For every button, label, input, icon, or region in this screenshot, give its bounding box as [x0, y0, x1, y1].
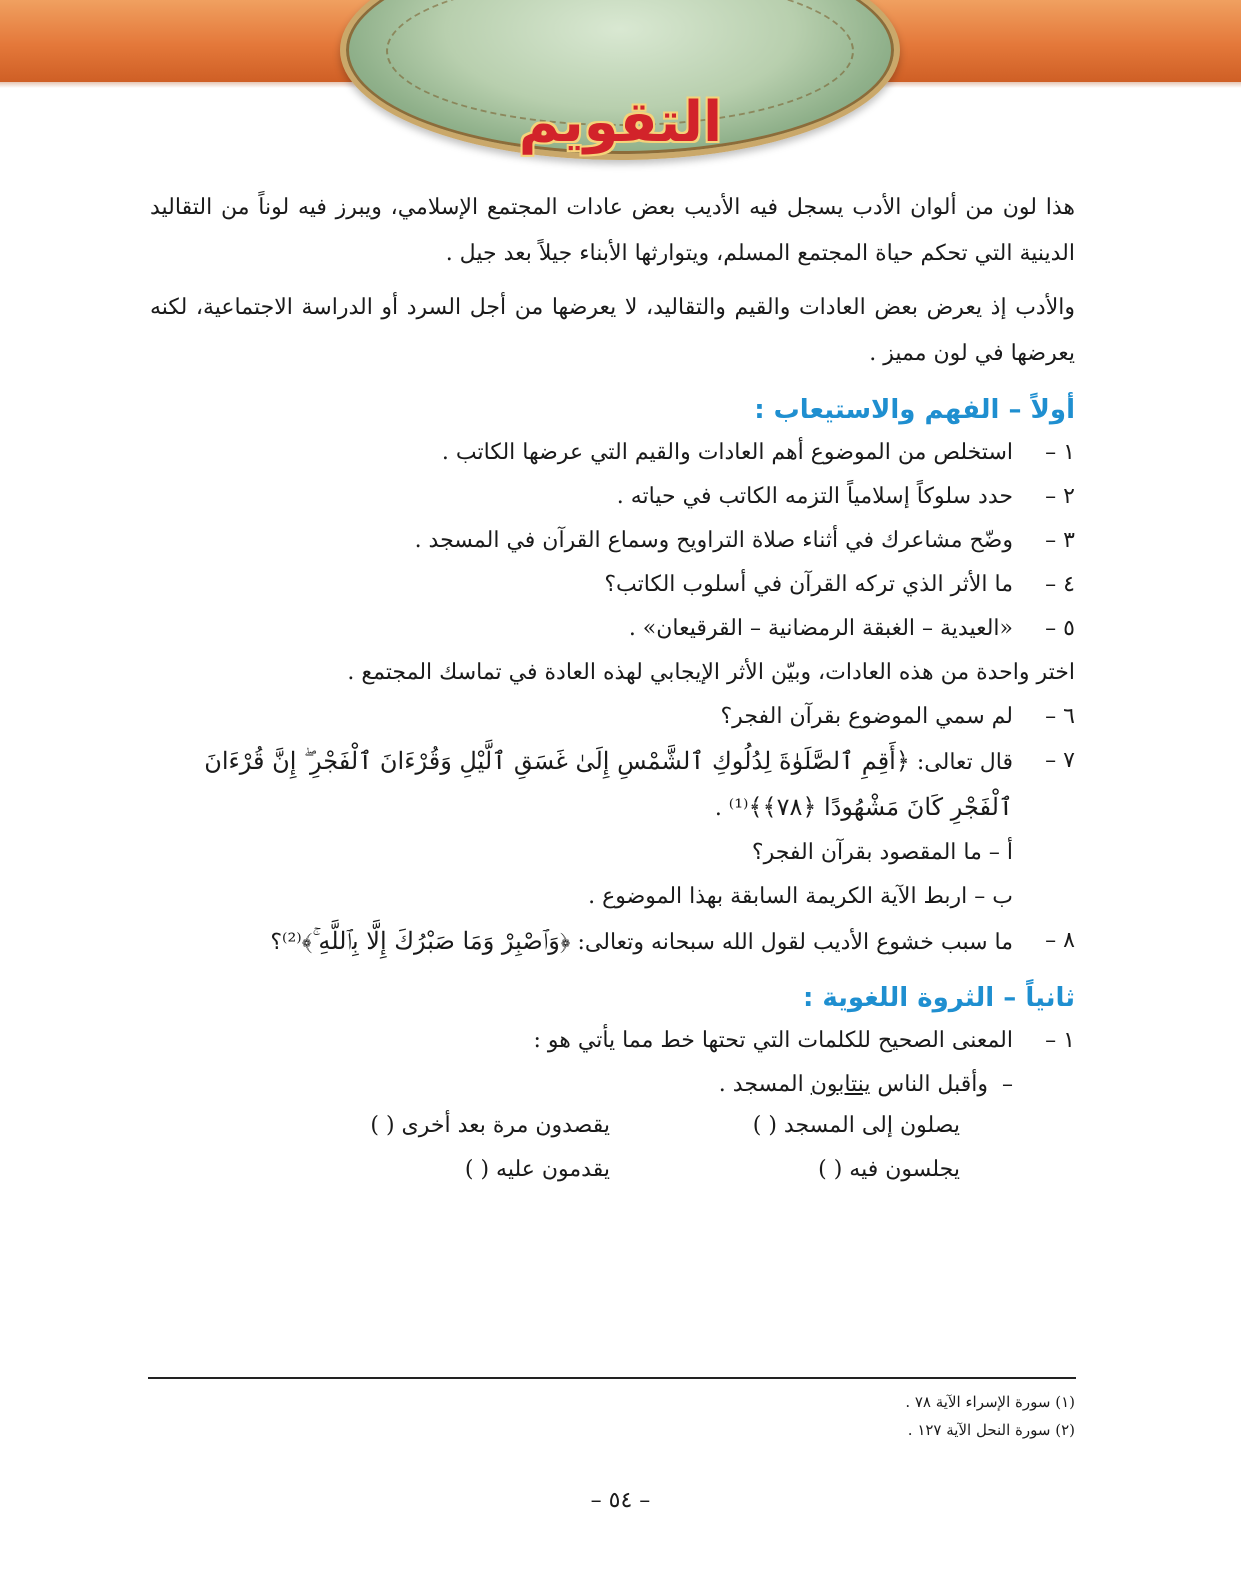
question-text	[150, 919, 1013, 965]
question-text: وضّح مشاعرك في أثناء صلاة التراويح وسماع القرآن في المسجد .	[414, 528, 1013, 553]
question-number: ٤ –	[1045, 572, 1075, 597]
question-item	[150, 475, 1075, 519]
underlined-word: ينتابون	[810, 1072, 871, 1097]
option-a[interactable]: يصلون إلى المسجد ( )	[752, 1113, 960, 1138]
question-lead: ما سبب خشوع الأديب لقول الله سبحانه وتعالى:	[570, 930, 1013, 955]
question-text: حدد سلوكاً إسلامياً التزمه الكاتب في حياته .	[616, 484, 1013, 509]
option-c[interactable]: يجلسون فيه ( )	[818, 1157, 960, 1182]
question-number: ٧ –	[1045, 748, 1075, 773]
main-content	[150, 185, 1075, 1199]
question-number: ١ –	[1045, 1028, 1075, 1053]
sentence-post: المسجد .	[718, 1072, 811, 1097]
footnote-ref: ⁽¹⁾ .	[714, 796, 749, 821]
question-text: «العيدية – الغبقة الرمضانية – القرقيعان» .	[628, 616, 1013, 641]
intro-paragraph-2: والأدب إذ يعرض بعض العادات والقيم والتقاليد، لا يعرضها من أجل السرد أو الدراسة الاجتماعية، لكنه يعرضها في لون مميز .	[150, 295, 1075, 366]
question-number: ٣ –	[1045, 528, 1075, 553]
question-text	[150, 739, 1013, 831]
example-sentence	[150, 1063, 1075, 1107]
question-item	[150, 431, 1075, 475]
quran-verse: ﴿وَٱصْبِرْ وَمَا صَبْرُكَ إِلَّا بِٱللَّهِ ۚ﴾	[301, 927, 571, 955]
question-number: ١ –	[1045, 440, 1075, 465]
question-followup: اختر واحدة من هذه العادات، وبيّن الأثر الإيجابي لهذه العادة في تماسك المجتمع .	[347, 660, 1075, 685]
footnotes	[150, 1388, 1075, 1444]
sub-question-text: ب – اربط الآية الكريمة السابقة بهذا الموضوع .	[588, 884, 1013, 909]
question-item	[150, 695, 1075, 739]
footnote-1: (١) سورة الإسراء الآية ٧٨ .	[905, 1393, 1075, 1411]
question-item	[150, 1019, 1075, 1063]
footnote-divider	[148, 1377, 1076, 1379]
section-heading-comprehension: أولاً – الفهم والاستيعاب :	[754, 395, 1075, 425]
answer-options	[150, 1107, 1075, 1199]
question-item	[150, 607, 1075, 651]
question-lead: قال تعالى:	[909, 750, 1013, 775]
question-number: ٥ –	[1045, 616, 1075, 641]
question-item	[150, 519, 1075, 563]
sub-question-text: أ – ما المقصود بقرآن الفجر؟	[751, 840, 1013, 865]
question-item	[150, 563, 1075, 607]
question-text: استخلص من الموضوع أهم العادات والقيم التي عرضها الكاتب .	[441, 440, 1013, 465]
question-number: ٢ –	[1045, 484, 1075, 509]
footnote-ref: ⁽²⁾؟	[270, 930, 302, 955]
intro-paragraph-1: هذا لون من ألوان الأدب يسجل فيه الأديب بعض عادات المجتمع الإسلامي، ويبرز فيه لوناً من التقاليد الدينية التي تحكم حياة المجتمع المسلم، ويتوارثها الأبناء جيلاً بعد جيل .	[150, 195, 1075, 266]
question-item	[150, 919, 1075, 965]
option-d[interactable]: يقدمون عليه ( )	[464, 1157, 610, 1182]
question-text: المعنى الصحيح للكلمات التي تحتها خط مما يأتي هو :	[533, 1028, 1013, 1053]
sentence-dash: –	[1002, 1072, 1013, 1097]
sentence-pre: وأقبل الناس	[870, 1072, 988, 1097]
section-title-logo: التقويم	[518, 90, 723, 155]
sub-question-item	[150, 875, 1075, 919]
question-number: ٨ –	[1045, 928, 1075, 953]
question-text: ما الأثر الذي تركه القرآن في أسلوب الكاتب؟	[604, 572, 1013, 597]
option-b[interactable]: يقصدون مرة بعد أخرى ( )	[370, 1113, 610, 1138]
question-text: لم سمي الموضوع بقرآن الفجر؟	[720, 704, 1013, 729]
sub-question-item	[150, 831, 1075, 875]
footnote-2: (٢) سورة النحل الآية ١٢٧ .	[907, 1421, 1075, 1439]
question-number: ٦ –	[1045, 704, 1075, 729]
question-item	[150, 739, 1075, 831]
quran-verse: ﴿أَقِمِ ٱلصَّلَوٰةَ لِدُلُوكِ ٱلشَّمْسِ إِلَىٰ غَسَقِ ٱلَّيْلِ وَقُرْءَانَ ٱلْفَجْرِ ۖ إِنَّ قُرْءَانَ ٱلْفَجْرِ كَانَ مَشْهُودًا ﴿٧٨﴾﴾	[204, 747, 1013, 821]
section-heading-vocabulary: ثانياً – الثروة اللغوية :	[802, 983, 1075, 1013]
page-number: – ٥٤ –	[590, 1488, 651, 1513]
